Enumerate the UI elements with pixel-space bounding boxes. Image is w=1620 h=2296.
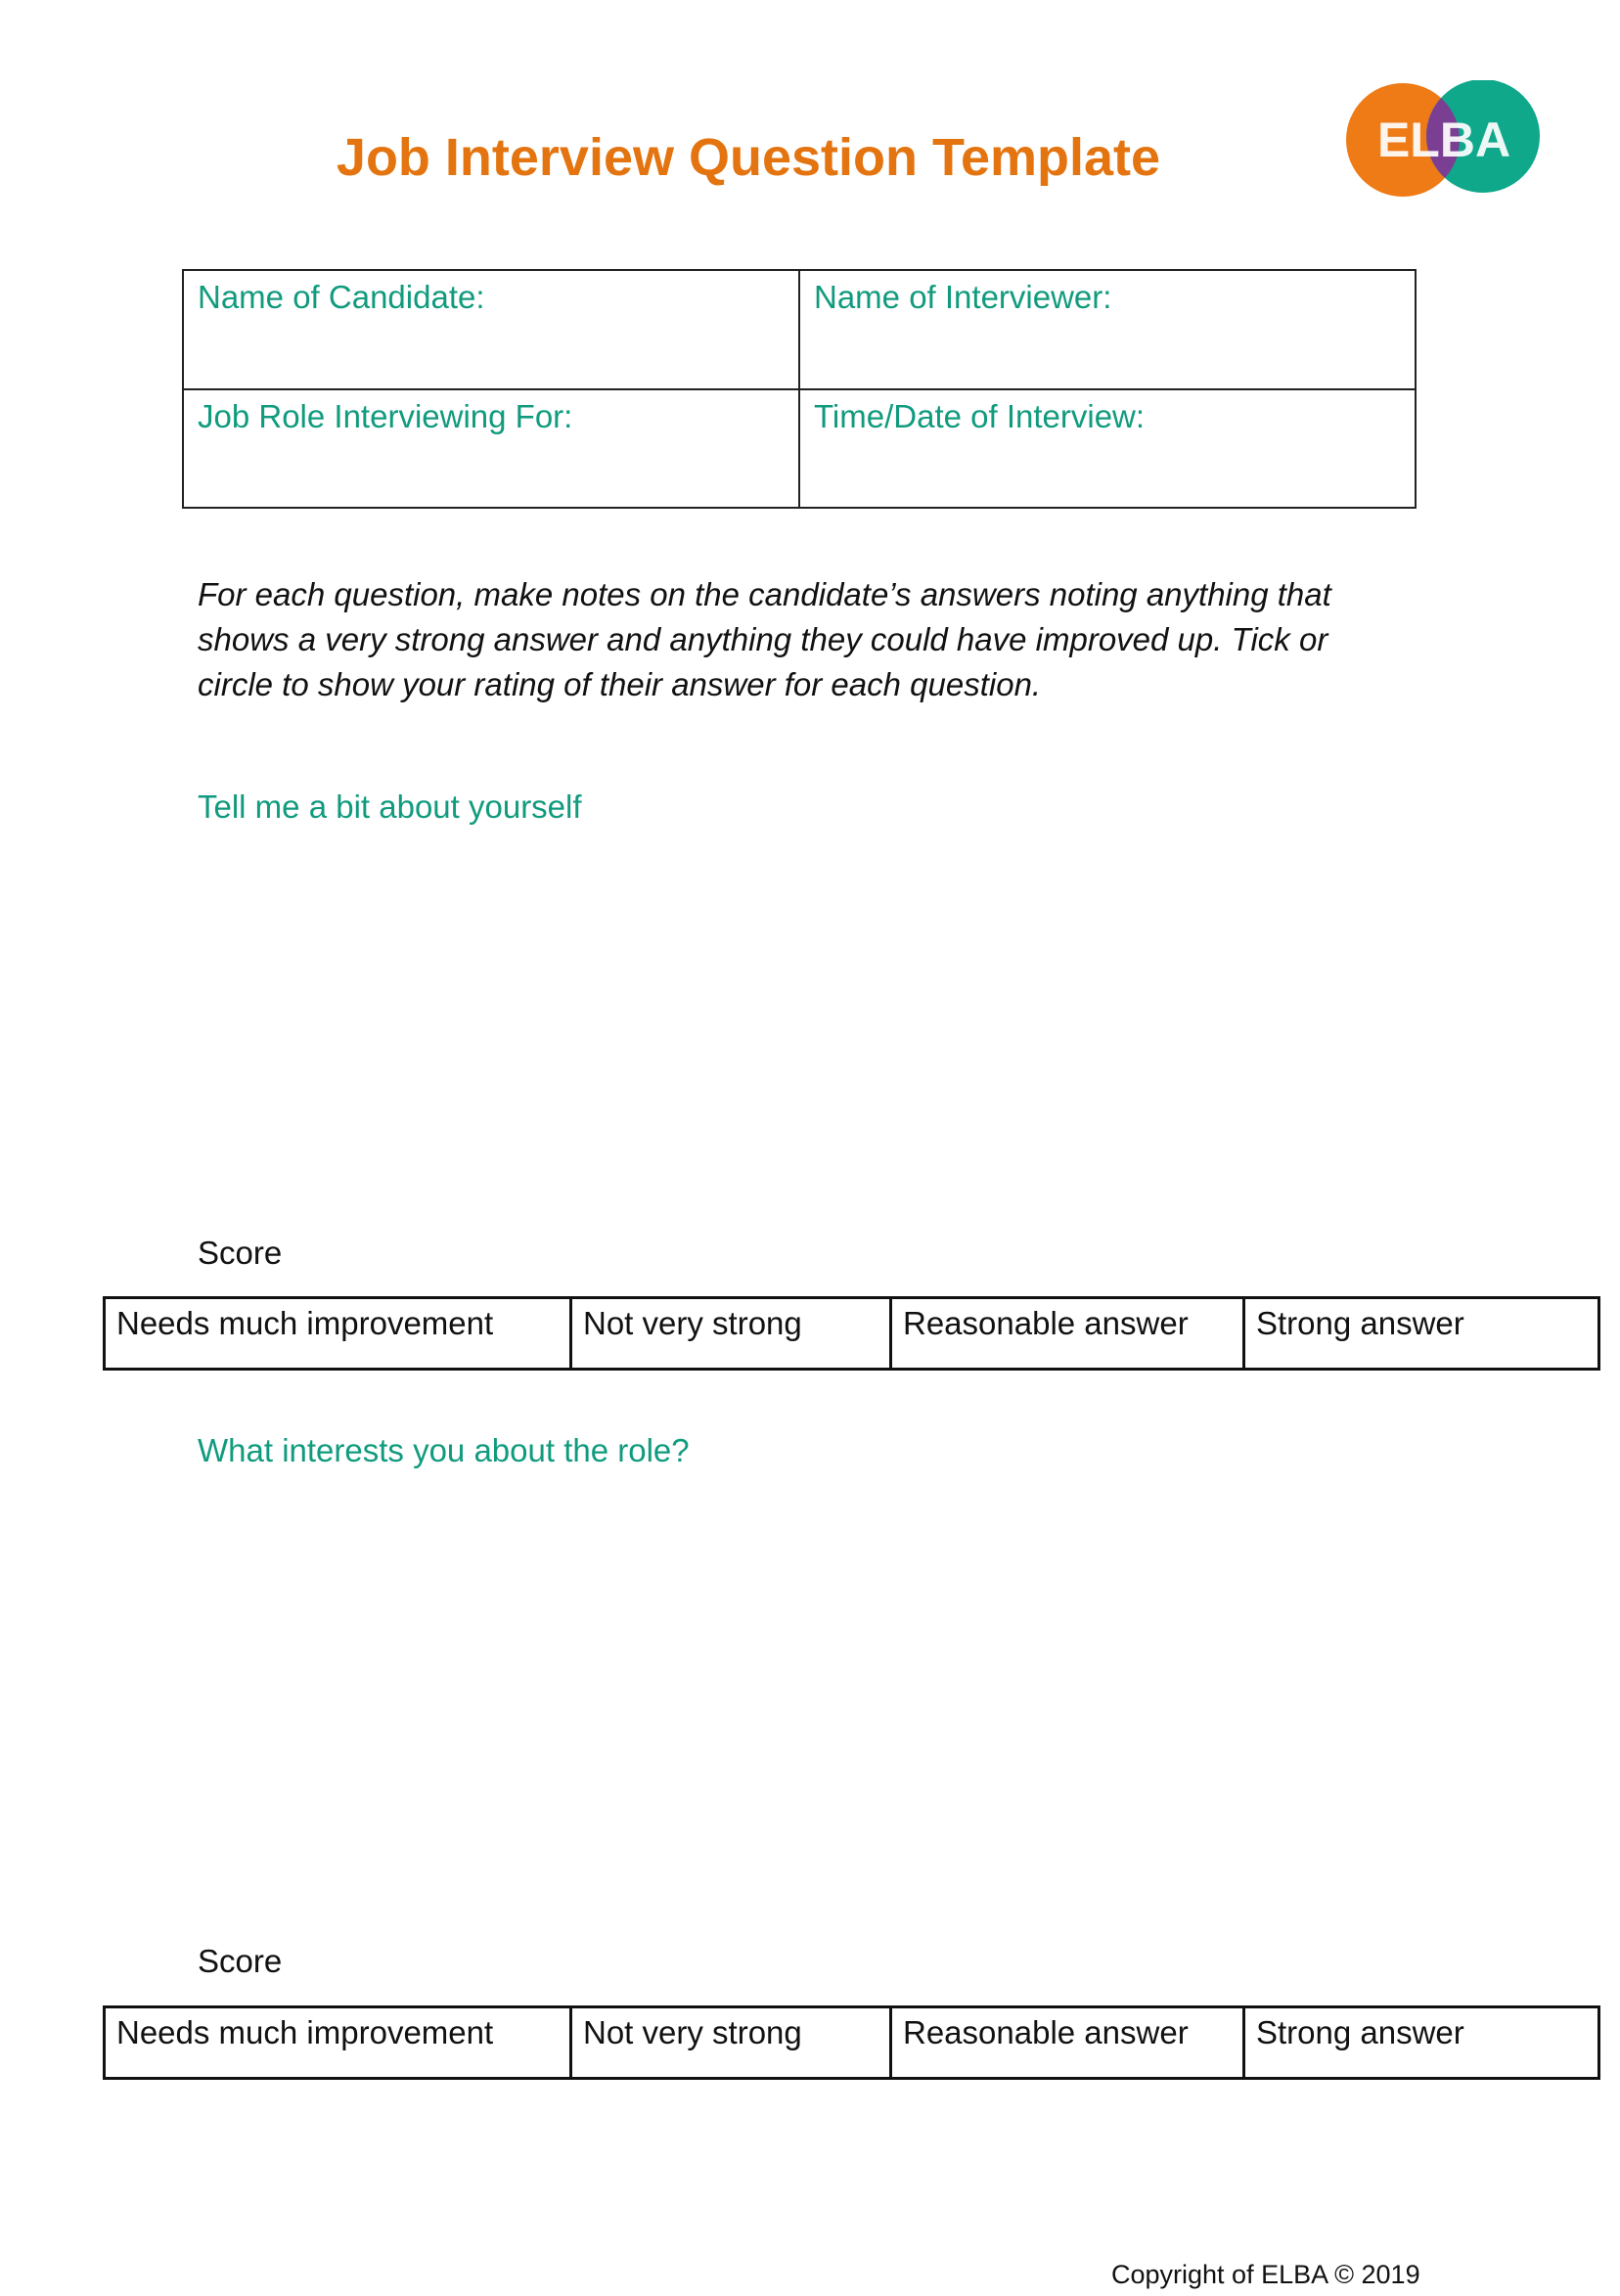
interview-datetime-label: Time/Date of Interview:: [814, 397, 1146, 434]
interview-datetime-cell[interactable]: [799, 389, 1416, 509]
interviewer-name-cell[interactable]: [799, 270, 1416, 389]
candidate-name-cell[interactable]: [183, 270, 799, 389]
rating-reasonable-answer[interactable]: Reasonable answer: [891, 1298, 1244, 1370]
score-label-2: Score: [198, 1943, 283, 1979]
elba-logo: [1340, 80, 1544, 200]
instructions-text: For each question, make notes on the candidate’s answers noting anything that shows a very strong answer and anything they could have improved up. Tick or circle to show your rating of their answer for each question.: [198, 576, 1331, 702]
score-table-2: [103, 2005, 1600, 2080]
question-1: Tell me a bit about yourself: [198, 788, 582, 825]
rating-needs-much-improvement[interactable]: Needs much improvement: [105, 2007, 571, 2079]
job-role-cell[interactable]: [183, 389, 799, 509]
score-label-1: Score: [198, 1235, 283, 1271]
rating-strong-answer[interactable]: Strong answer: [1244, 1298, 1599, 1370]
copyright-footer: Copyright of ELBA © 2019: [1111, 2260, 1420, 2289]
job-role-label: Job Role Interviewing For:: [198, 397, 573, 434]
interviewer-name-label: Name of Interviewer:: [814, 279, 1112, 315]
rating-not-very-strong[interactable]: Not very strong: [571, 1298, 891, 1370]
logo-text: ELBA: [1376, 113, 1511, 167]
interview-details-table: [182, 269, 1417, 509]
score-table-1: [103, 1296, 1600, 1371]
candidate-name-label: Name of Candidate:: [198, 279, 485, 315]
rating-needs-much-improvement[interactable]: Needs much improvement: [105, 1298, 571, 1370]
rating-not-very-strong[interactable]: Not very strong: [571, 2007, 891, 2079]
rating-reasonable-answer[interactable]: Reasonable answer: [891, 2007, 1244, 2079]
rating-strong-answer[interactable]: Strong answer: [1244, 2007, 1599, 2079]
page-title: Job Interview Question Template: [336, 128, 1161, 187]
question-2: What interests you about the role?: [198, 1432, 690, 1468]
